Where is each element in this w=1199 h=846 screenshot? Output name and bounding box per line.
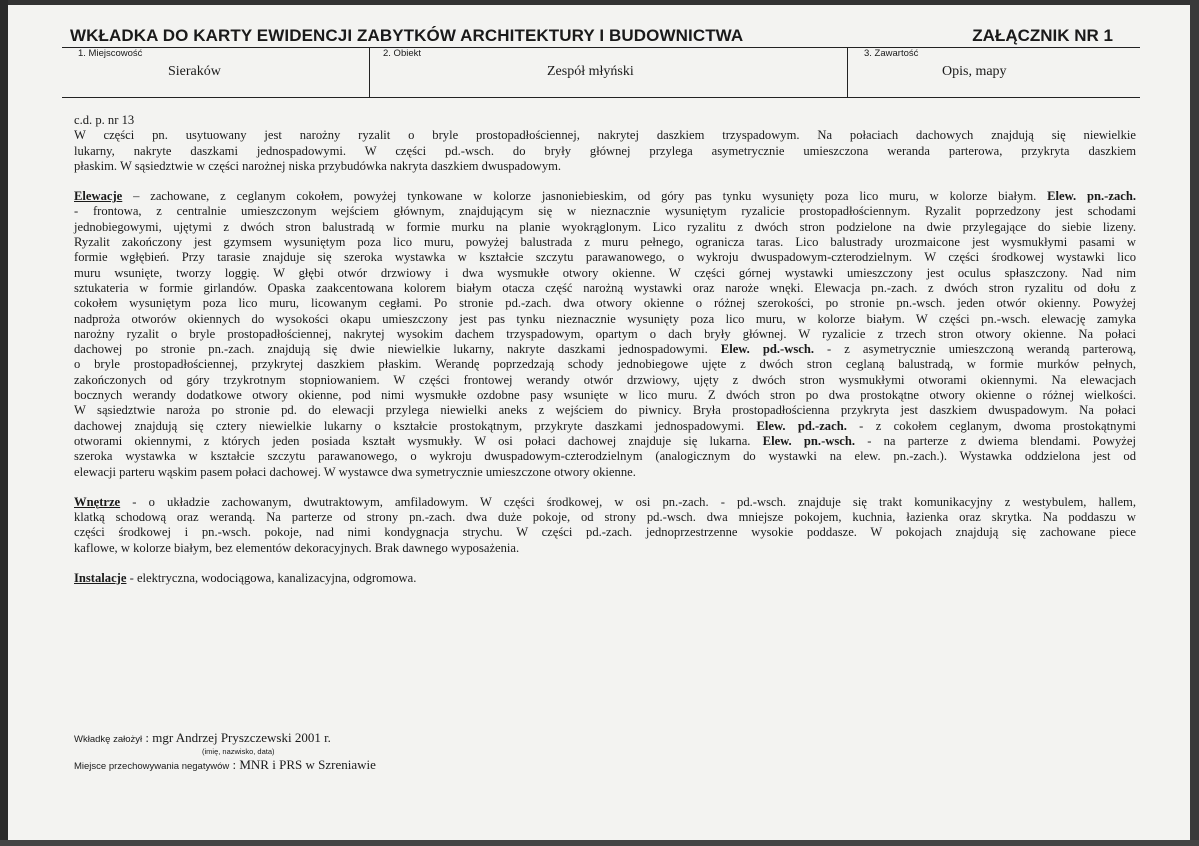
elewacje-line: [74, 342, 1136, 357]
paragraph-gap: [74, 556, 1136, 571]
paragraph-gap: [74, 174, 1136, 189]
instalacje-text: - elektryczna, wodociągowa, kanalizacyjna, odgromowa.: [126, 571, 417, 586]
field-value-object: Zespół młyński: [547, 64, 634, 79]
continuation-note: c.d. p. nr 13: [74, 113, 135, 127]
wnetrze-line: [74, 495, 1136, 510]
elewacje-line: - frontowa, z centralnie umieszczonym wejściem głównym, znajdującym się w nieznacznie wysuniętym ryzalicie prostopadłościennym. Ryzalit poprzedzony jest schodami: [74, 204, 1136, 219]
field-divider-1: [369, 47, 370, 97]
wnetrze-line: klatką schodową oraz werandą. Na parterze od strony pn.-zach. dwa duże pokoje, od strony pd.-wsch. dwa mniejsze pokojem, kuchnia, łazienka oraz skrytka. Na poddaszu w: [74, 510, 1136, 525]
intro-line: W części pn. usytuowany jest narożny ryzalit o bryle prostopadłościennej, nakrytej daszkiem trzyspadowym. Na połaciach dachowych znajdują się niewielkie: [74, 128, 1136, 143]
instalacje-line: [74, 571, 1136, 586]
author-hint: (imię, nazwisko, data): [202, 747, 275, 756]
elewacje-text: – zachowane, z ceglanym cokołem, powyżej tynkowane w kolorze jasnoniebieskim, od góry pas tynku wysunięty poza lico muru, w kolorze białym.: [122, 189, 1048, 204]
elewacje-line: sztukateria w formie girlandów. Opaska zaakcentowana kolorem białym otacza część narożną wystawki oraz naroże wnęki. Elewacja pn.-zach. z dwóch stron ryzalitu od dołu z: [74, 280, 1136, 295]
elewacje-line: [74, 419, 1136, 434]
field-divider-2: [847, 47, 848, 97]
elewacje-line: szeroka wystawka w kształcie szczytu parawanowego, o wykroju dwuspadowym-czterodzielnym (analogicznym do wystawki na elew. pn.-zach.). Wystawka oddzielona jest od: [74, 449, 1136, 464]
elewacje-text: dachowej znajdują się cztery niewielkie lukarny o kształcie prostokątnym, przykryte daszkami jednospadowymi.: [74, 418, 757, 433]
elewacje-line: bocznych werandy dodatkowe otwory okienne, pod nimi wysmukłe ozdobne pasy wsunięte w lico muru. Z dwóch stron po dwa prostokątne otwory okienne o różnej wielkości.: [74, 388, 1136, 403]
elewacje-text: - z asymetrycznie umieszczoną werandą parterową,: [813, 342, 1136, 357]
elewacje-line: o bryle prostopadłościennej, przykrytej daszkiem płaskim. Werandę poprzedzają schody jednobiegowe ujęte z dwóch stron ceglaną balustradą, w formie murków pełnych,: [74, 357, 1136, 372]
elewacje-line: nadproża otworów okiennych do wysokości okapu umieszczony jest pas tynku nieznacznie wysunięty poza lico muru, w kolorze białym. W części pn.-wsch. elewację zamyka: [74, 311, 1136, 326]
section-heading-elewacje: Elewacje: [74, 189, 123, 204]
field-label-locality: 1. Miejscowość: [78, 48, 143, 59]
elewacje-text: otworami okiennymi, z których jeden posiada kształt wysmukły. W osi połaci dachowej znajduje się lukarna.: [74, 433, 763, 448]
elewacje-line: muru wsunięte, tworzy loggię. W głębi otwór drzwiowy i dwa wysmukłe otwory okienne. W części górnej wystawki umieszczony jest oculus spłaszczony. Nad nim: [74, 265, 1136, 280]
elewacje-line: zakończonych od góry trzykrotnym stopniowaniem. W części frontowej werandy otwór drzwiowy, ujęty z dwóch stron wysmukłymi otworami okiennymi. Na elewacjach: [74, 372, 1136, 387]
facade-heading: Elew. pd.-wsch.: [720, 342, 814, 357]
wnetrze-text: - o układzie zachowanym, dwutraktowym, amfiladowym. W części środkowej, w osi pn.-zach. - pd.-wsch. znajduje się trakt komunikacyjny z westybulem, hallem,: [120, 494, 1136, 509]
wnetrze-line: kaflowe, w kolorze białym, bez elementów dekoracyjnych. Brak dawnego wyposażenia.: [74, 540, 520, 555]
scan-edge-top: [0, 0, 1199, 5]
footer-author: [74, 730, 331, 746]
field-label-object: 2. Obiekt: [383, 48, 422, 59]
footer-storage: [74, 757, 376, 773]
elewacje-text: dachowej po stronie pn.-zach. znajdują się dwie niewielkie lukarny, nakryte daszkami jednospadowymi.: [74, 342, 721, 357]
elewacje-text: - z cokołem ceglanym, dwoma prostokątnymi: [846, 418, 1136, 433]
elewacje-line: narożny ryzalit o bryle prostopadłościennej, nakrytej wysokim dachem trzyspadowym, opartym o dach bryły głównej. W ryzalicie z trzech stron otwory okienne. Na połaci: [74, 326, 1136, 341]
storage-label: Miejsce przechowywania negatywów: [74, 761, 230, 772]
elewacje-line: [74, 189, 1136, 204]
elewacje-line: W sąsiedztwie naroża po stronie pd. do elewacji przylega niewielki aneks z wejściem do piwnicy. Bryła prostopadłościenna przykryta jest daszkiem dwuspadowym. Na połaci: [74, 403, 1136, 418]
scan-edge-left: [0, 0, 8, 846]
annex-number: ZAŁĄCZNIK NR 1: [972, 26, 1113, 45]
paragraph-gap: [74, 480, 1136, 495]
wnetrze-line: części środkowej i pn.-wsch. pokoje, nad nimi kondygnacja strychu. W części pd.-zach. jednoprzestrzenne wysokie poddasze. W pokojach znajdują się zachowane piece: [74, 525, 1136, 540]
form-title: WKŁADKA DO KARTY EWIDENCJI ZABYTKÓW ARCHITEKTURY I BUDOWNICTWA: [70, 26, 744, 45]
field-label-content: 3. Zawartość: [864, 48, 919, 59]
facade-heading: Elew. pn.-zach.: [1047, 189, 1136, 204]
intro-line: płaskim. W sąsiedztwie w części narożnej niska przybudówka nakryta daszkiem dwuspadowym.: [74, 158, 562, 173]
section-heading-wnetrze: Wnętrze: [74, 494, 121, 509]
scan-edge-bottom: [0, 840, 1199, 846]
elewacje-line: Ryzalit zakończony jest gzymsem wysuniętym poza lico muru, powyżej balustrada z muru pełnego, ogranicza taras. Lico balustrady urozmaicone jest wysmukłymi pasami w: [74, 235, 1136, 250]
elewacje-line: elewacji parteru wąskim pasem połaci dachowej. W wystawce dwa symetrycznie umieszczone otwory okienne.: [74, 464, 636, 479]
elewacje-line: cokołem wysuniętym poza lico muru, licowanym cegłami. Po stronie pd.-zach. dwa otwory okienne o różnej szerokości, po stronie pn.-wsch. jeden otwór okienny. Powyżej: [74, 296, 1136, 311]
description-body: [74, 113, 1136, 586]
storage-value: : MNR i PRS w Szreniawie: [232, 757, 376, 772]
header-rule-top: [62, 47, 1140, 48]
facade-heading: Elew. pd.-zach.: [756, 418, 847, 433]
elewacje-line: formie wgłębień. Przy tarasie znajduje się szeroka wystawka w kształcie szczytu parawanowego, o wykroju dwuspadowym-czterodzielnym. W części środkowej wystawki lico: [74, 250, 1136, 265]
author-label: Wkładkę założył: [74, 734, 143, 745]
section-heading-instalacje: Instalacje: [74, 571, 127, 586]
field-value-locality: Sieraków: [168, 64, 221, 79]
header-rule-bottom: [62, 97, 1140, 98]
scan-edge-right: [1190, 0, 1199, 846]
field-value-content: Opis, mapy: [942, 64, 1007, 79]
elewacje-line: jednobiegowymi, ujętymi z dwóch stron balustradą w formie murku na planie wyokrąglonym. Lico ryzalitu z dwóch stron podzielone na dwie przylegające do siebie lizeny.: [74, 219, 1136, 234]
elewacje-line: [74, 434, 1136, 449]
intro-line: lukarny, nakryte daszkami jednospadowymi. W części pd.-wsch. do bryły głównej przylega asymetrycznie umieszczona weranda parterowa, przykryta daszkiem: [74, 143, 1136, 158]
elewacje-text: - na parterze z dwiema blendami. Powyżej: [855, 433, 1136, 448]
author-value: : mgr Andrzej Pryszczewski 2001 r.: [145, 730, 331, 745]
facade-heading: Elew. pn.-wsch.: [762, 433, 856, 448]
